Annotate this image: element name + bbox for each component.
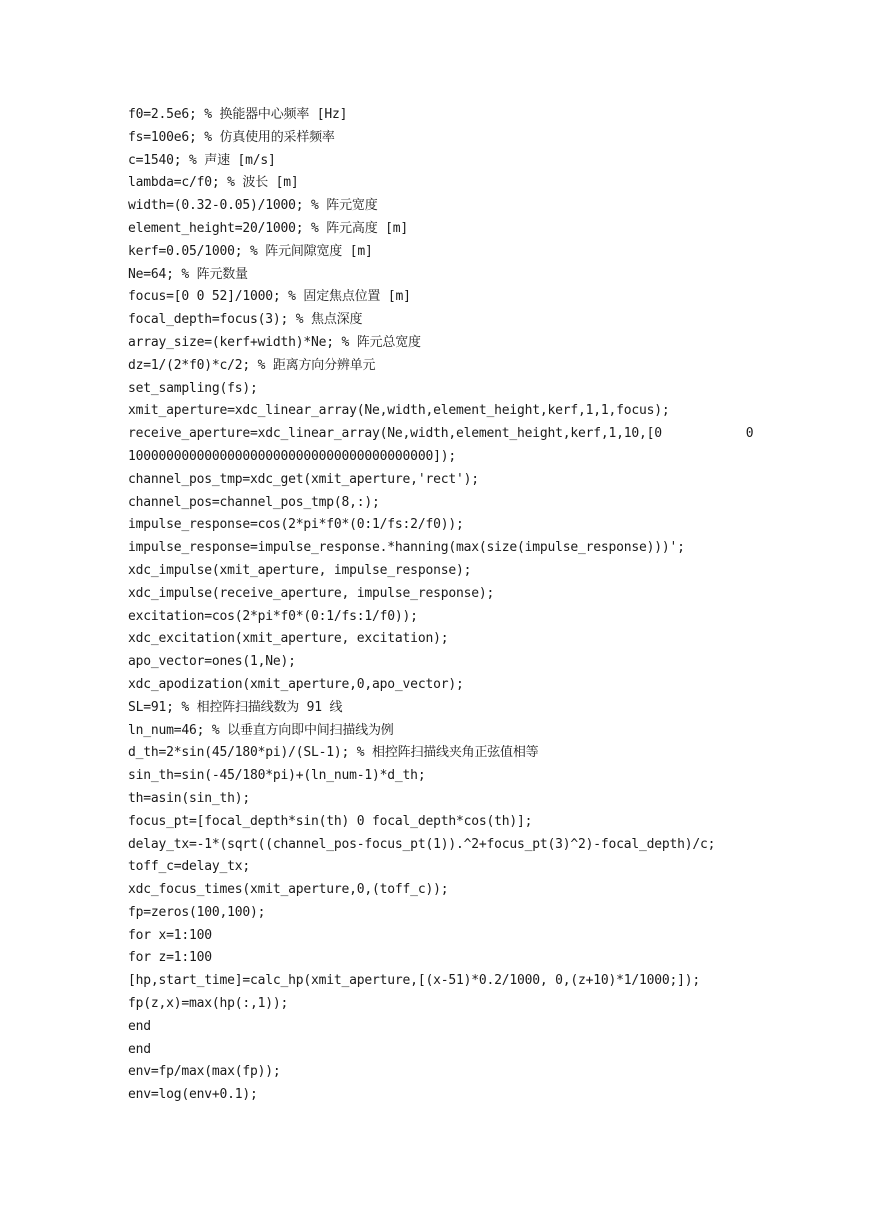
code-line: focus=[0 0 52]/1000; % 固定焦点位置 [m] — [128, 289, 411, 305]
code-line: xdc_apodization(xmit_aperture,0,apo_vector); — [128, 676, 464, 692]
code-line: impulse_response=cos(2*pi*f0*(0:1/fs:2/f0)); — [128, 517, 464, 533]
code-line: xmit_aperture=xdc_linear_array(Ne,width,element_height,kerf,1,1,focus); — [128, 403, 670, 419]
code-line: kerf=0.05/1000; % 阵元间隙宽度 [m] — [128, 243, 373, 259]
code-line: receive_aperture=xdc_linear_array(Ne,width,element_height,kerf,1,10,[0 0 — [128, 426, 754, 442]
code-line: xdc_focus_times(xmit_aperture,0,(toff_c)); — [128, 882, 449, 898]
code-line: element_height=20/1000; % 阵元高度 [m] — [128, 220, 408, 236]
code-line: xdc_impulse(receive_aperture, impulse_response); — [128, 585, 495, 601]
code-line: [hp,start_time]=calc_hp(xmit_aperture,[(x-51)*0.2/1000, 0,(z+10)*1/1000;]); — [128, 973, 700, 989]
code-line: th=asin(sin_th); — [128, 790, 251, 806]
code-line: c=1540; % 声速 [m/s] — [128, 152, 276, 168]
code-line: fp=zeros(100,100); — [128, 904, 266, 920]
code-line: for x=1:100 — [128, 927, 212, 943]
code-line: xdc_excitation(xmit_aperture, excitation); — [128, 631, 449, 647]
code-line: focal_depth=focus(3); % 焦点深度 — [128, 312, 363, 328]
code-line: d_th=2*sin(45/180*pi)/(SL-1); % 相控阵扫描线夹角正弦值相等 — [128, 745, 539, 761]
code-line: excitation=cos(2*pi*f0*(0:1/fs:1/f0)); — [128, 608, 418, 624]
code-line: focus_pt=[focal_depth*sin(th) 0 focal_depth*cos(th)]; — [128, 813, 533, 829]
code-line: impulse_response=impulse_response.*hanning(max(size(impulse_response)))'; — [128, 540, 685, 556]
code-line: fs=100e6; % 仿真使用的采样频率 — [128, 129, 335, 145]
code-document — [128, 104, 828, 1107]
code-line: f0=2.5e6; % 换能器中心频率 [Hz] — [128, 107, 348, 122]
code-line: 1000000000000000000000000000000000000000]); — [128, 448, 456, 464]
code-line: env=fp/max(max(fp)); — [128, 1064, 281, 1080]
code-line: channel_pos_tmp=xdc_get(xmit_aperture,'rect'); — [128, 471, 479, 487]
code-line: for z=1:100 — [128, 950, 212, 966]
code-line: env=log(env+0.1); — [128, 1087, 258, 1103]
code-line: sin_th=sin(-45/180*pi)+(ln_num-1)*d_th; — [128, 768, 426, 784]
code-line: dz=1/(2*f0)*c/2; % 距离方向分辨单元 — [128, 357, 376, 373]
code-line: toff_c=delay_tx; — [128, 859, 251, 875]
code-line: SL=91; % 相控阵扫描线数为 91 线 — [128, 699, 343, 715]
code-line: apo_vector=ones(1,Ne); — [128, 654, 296, 670]
code-line: Ne=64; % 阵元数量 — [128, 266, 248, 282]
code-line: set_sampling(fs); — [128, 380, 258, 396]
code-line: delay_tx=-1*(sqrt((channel_pos-focus_pt(1)).^2+focus_pt(3)^2)-focal_depth)/c; — [128, 836, 716, 852]
code-line: end — [128, 1041, 151, 1057]
code-line: fp(z,x)=max(hp(:,1)); — [128, 996, 289, 1012]
code-line: array_size=(kerf+width)*Ne; % 阵元总宽度 — [128, 334, 421, 350]
code-line: channel_pos=channel_pos_tmp(8,:); — [128, 494, 380, 510]
code-line: end — [128, 1018, 151, 1034]
code-line: ln_num=46; % 以垂直方向即中间扫描线为例 — [128, 722, 394, 738]
code-line: lambda=c/f0; % 波长 [m] — [128, 175, 299, 191]
code-line: width=(0.32-0.05)/1000; % 阵元宽度 — [128, 198, 378, 214]
code-line: xdc_impulse(xmit_aperture, impulse_response); — [128, 562, 472, 578]
